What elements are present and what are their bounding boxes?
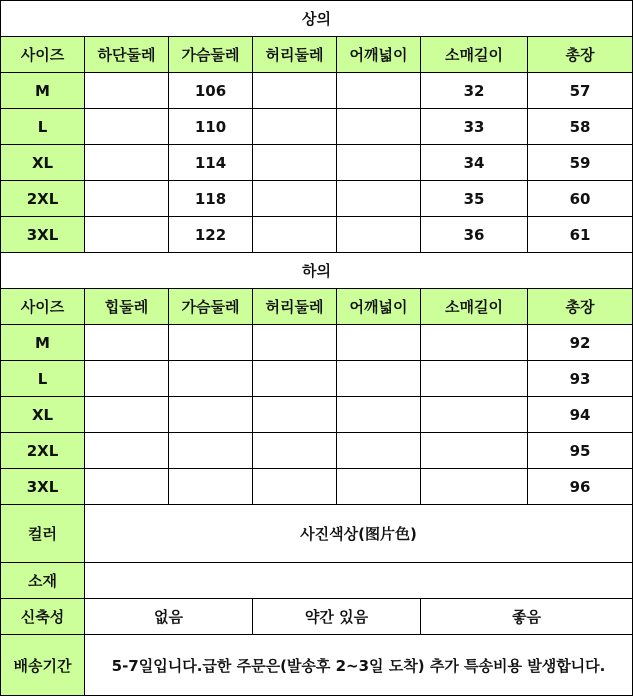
top-measure-cell xyxy=(85,109,169,145)
bottom-measure-cell xyxy=(253,325,337,361)
stretch-option-good: 좋음 xyxy=(421,599,633,635)
bottom-measure-cell xyxy=(421,469,528,505)
bottom-measure-cell xyxy=(253,397,337,433)
bottom-measure-cell xyxy=(253,469,337,505)
bottom-size-label: M xyxy=(1,325,85,361)
top-header-cell: 어깨넓이 xyxy=(337,37,421,73)
top-size-row xyxy=(1,181,633,217)
top-size-label: XL xyxy=(1,145,85,181)
top-size-label: M xyxy=(1,73,85,109)
top-measure-cell xyxy=(253,109,337,145)
bottom-header-cell: 사이즈 xyxy=(1,289,85,325)
top-section xyxy=(1,1,633,253)
material-label: 소재 xyxy=(1,563,85,599)
top-measure-cell xyxy=(253,73,337,109)
top-measure-cell: 34 xyxy=(421,145,528,181)
top-measure-cell xyxy=(85,217,169,253)
bottom-measure-cell xyxy=(85,325,169,361)
bottom-section xyxy=(1,253,633,505)
top-header-cell: 사이즈 xyxy=(1,37,85,73)
top-measure-cell: 33 xyxy=(421,109,528,145)
bottom-section-title: 하의 xyxy=(1,253,633,289)
bottom-size-row xyxy=(1,433,633,469)
bottom-measure-cell xyxy=(421,397,528,433)
top-measure-cell xyxy=(337,73,421,109)
bottom-header-row xyxy=(1,289,633,325)
bottom-measure-cell xyxy=(169,397,253,433)
top-header-cell: 소매길이 xyxy=(421,37,528,73)
bottom-size-row xyxy=(1,397,633,433)
top-size-label: L xyxy=(1,109,85,145)
bottom-measure-cell xyxy=(337,469,421,505)
bottom-measure-cell xyxy=(169,433,253,469)
bottom-header-cell: 총장 xyxy=(528,289,633,325)
bottom-size-row xyxy=(1,325,633,361)
bottom-header-cell: 어깨넓이 xyxy=(337,289,421,325)
bottom-size-label: 3XL xyxy=(1,469,85,505)
bottom-header-cell: 가슴둘레 xyxy=(169,289,253,325)
bottom-measure-cell: 94 xyxy=(528,397,633,433)
top-measure-cell xyxy=(337,181,421,217)
top-measure-cell: 57 xyxy=(528,73,633,109)
material-value xyxy=(85,563,633,599)
bottom-measure-cell: 96 xyxy=(528,469,633,505)
top-section-title: 상의 xyxy=(1,1,633,37)
top-measure-cell xyxy=(337,145,421,181)
top-measure-cell xyxy=(85,145,169,181)
top-header-cell: 가슴둘레 xyxy=(169,37,253,73)
stretch-option-some: 약간 있음 xyxy=(253,599,421,635)
stretch-label: 신축성 xyxy=(1,599,85,635)
top-measure-cell xyxy=(85,73,169,109)
top-measure-cell: 110 xyxy=(169,109,253,145)
bottom-measure-cell xyxy=(169,469,253,505)
top-measure-cell xyxy=(253,217,337,253)
shipping-label: 배송기간 xyxy=(1,635,85,696)
bottom-size-row xyxy=(1,469,633,505)
top-measure-cell: 60 xyxy=(528,181,633,217)
top-size-row xyxy=(1,217,633,253)
bottom-measure-cell xyxy=(421,361,528,397)
top-measure-cell: 58 xyxy=(528,109,633,145)
top-size-label: 2XL xyxy=(1,181,85,217)
bottom-measure-cell xyxy=(85,433,169,469)
bottom-size-row xyxy=(1,361,633,397)
bottom-header-cell: 힙둘레 xyxy=(85,289,169,325)
info-section xyxy=(1,505,633,696)
top-measure-cell xyxy=(253,145,337,181)
bottom-measure-cell xyxy=(337,433,421,469)
bottom-measure-cell xyxy=(85,469,169,505)
stretch-option-none: 없음 xyxy=(85,599,253,635)
top-measure-cell: 114 xyxy=(169,145,253,181)
shipping-value: 5-7일입니다.급한 주문은(발송후 2~3일 도착) 추가 특송비용 발생합니다. xyxy=(85,635,633,696)
top-measure-cell xyxy=(337,217,421,253)
bottom-measure-cell xyxy=(169,361,253,397)
bottom-size-label: XL xyxy=(1,397,85,433)
top-header-cell: 허리둘레 xyxy=(253,37,337,73)
color-label: 컬러 xyxy=(1,505,85,563)
bottom-measure-cell xyxy=(253,433,337,469)
top-measure-cell: 118 xyxy=(169,181,253,217)
top-measure-cell: 106 xyxy=(169,73,253,109)
top-measure-cell: 61 xyxy=(528,217,633,253)
top-measure-cell xyxy=(85,181,169,217)
top-size-row xyxy=(1,109,633,145)
bottom-measure-cell: 93 xyxy=(528,361,633,397)
bottom-measure-cell: 95 xyxy=(528,433,633,469)
top-measure-cell: 122 xyxy=(169,217,253,253)
top-measure-cell: 32 xyxy=(421,73,528,109)
bottom-measure-cell xyxy=(253,361,337,397)
bottom-size-label: L xyxy=(1,361,85,397)
top-size-row xyxy=(1,145,633,181)
bottom-measure-cell xyxy=(337,325,421,361)
bottom-header-cell: 소매길이 xyxy=(421,289,528,325)
top-header-row xyxy=(1,37,633,73)
color-value: 사진색상(图片色) xyxy=(85,505,633,563)
bottom-measure-cell xyxy=(169,325,253,361)
bottom-measure-cell xyxy=(85,397,169,433)
bottom-measure-cell xyxy=(337,361,421,397)
bottom-measure-cell xyxy=(85,361,169,397)
bottom-header-cell: 허리둘레 xyxy=(253,289,337,325)
top-header-cell: 하단둘레 xyxy=(85,37,169,73)
bottom-measure-cell: 92 xyxy=(528,325,633,361)
bottom-measure-cell xyxy=(421,325,528,361)
top-measure-cell xyxy=(253,181,337,217)
top-size-label: 3XL xyxy=(1,217,85,253)
top-measure-cell xyxy=(337,109,421,145)
top-size-row xyxy=(1,73,633,109)
bottom-measure-cell xyxy=(421,433,528,469)
top-measure-cell: 35 xyxy=(421,181,528,217)
top-measure-cell: 36 xyxy=(421,217,528,253)
top-measure-cell: 59 xyxy=(528,145,633,181)
top-header-cell: 총장 xyxy=(528,37,633,73)
bottom-size-label: 2XL xyxy=(1,433,85,469)
bottom-measure-cell xyxy=(337,397,421,433)
